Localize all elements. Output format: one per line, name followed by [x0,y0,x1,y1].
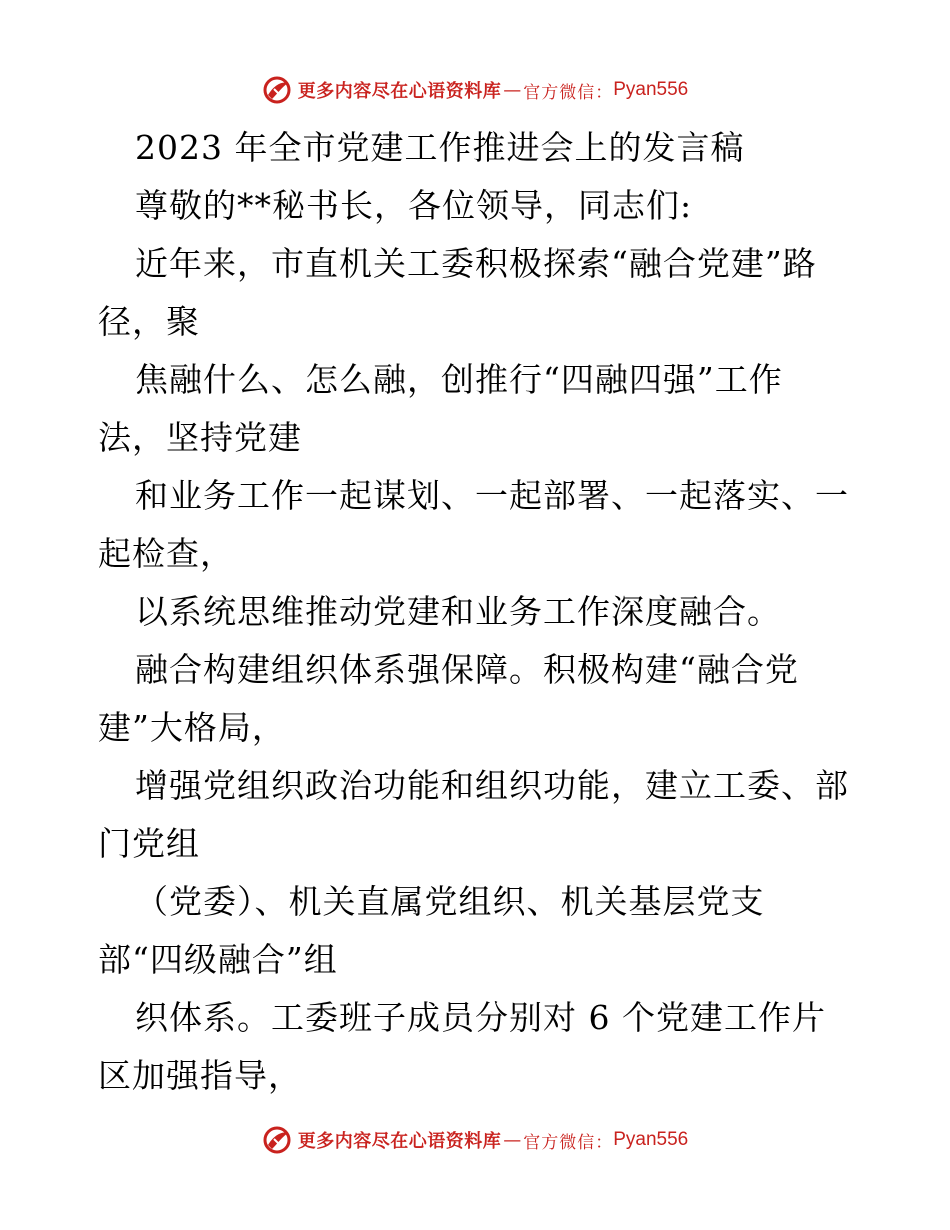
paragraph-line: 径，聚 [98,302,200,341]
paragraph-line: 焦融什么、怎么融，创推行“四融四强”工作 [135,360,783,399]
banner-separator: — [503,1129,522,1151]
paragraph-line: （党委）、机关直属党组织、机关基层党支 [135,882,765,921]
paragraph-line: 建”大格局， [98,708,286,747]
paragraph-line: 起检查， [98,534,234,573]
paragraph-line: 和业务工作一起谋划、一起部署、一起落实、一 [135,476,849,515]
banner-wechat-id: Pyan556 [613,79,689,100]
paragraph-line: 近年来，市直机关工委积极探索“融合党建”路 [135,244,817,283]
swirl-leaf-logo-icon [262,75,292,105]
paragraph-line: 部“四级融合”组 [98,940,338,979]
footer-banner [0,1120,950,1160]
header-banner [0,70,950,110]
paragraph-line: 融合构建组织体系强保障。积极构建“融合党 [135,650,799,689]
paragraph-line: 增强党组织政治功能和组织功能，建立工委、部 [135,766,849,805]
paragraph-line: 法，坚持党建 [98,418,302,457]
banner-text: 更多内容尽在心语资料库 [297,1131,502,1152]
banner-separator: — [503,79,522,101]
salutation: 尊敬的**秘书长，各位领导，同志们: [135,186,693,225]
paragraph-line: 门党组 [98,824,200,863]
paragraph-line: 区加强指导， [98,1056,302,1095]
paragraph-line: 以系统思维推动党建和业务工作深度融合。 [135,592,781,631]
banner-wechat-label: 官方微信： [523,82,614,103]
swirl-leaf-logo-icon [262,1125,292,1155]
banner-text: 更多内容尽在心语资料库 [297,81,502,102]
document-title: 2023 年全市党建工作推进会上的发言稿 [135,128,745,167]
paragraph-line: 织体系。工委班子成员分别对 6 个党建工作片 [135,998,826,1037]
banner-wechat-id: Pyan556 [613,1129,689,1150]
banner-wechat-label: 官方微信： [523,1132,614,1153]
